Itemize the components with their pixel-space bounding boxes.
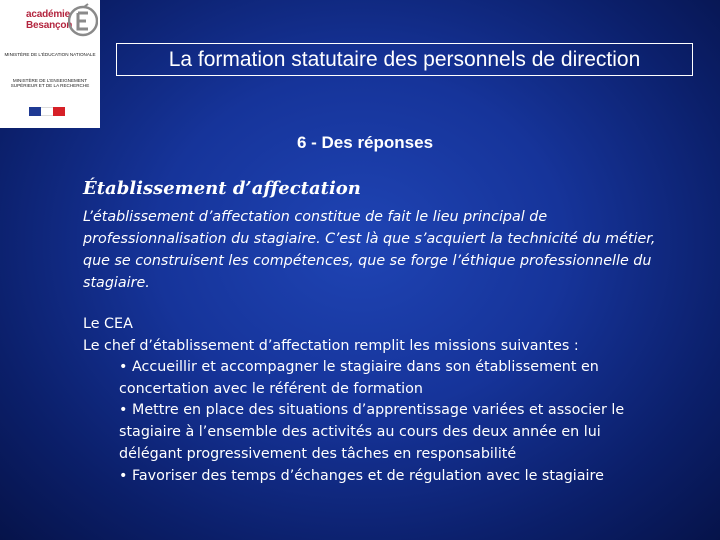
academie-logo — [0, 0, 100, 128]
slide-subtitle: 6 - Des réponses — [296, 133, 434, 152]
academie-name-line1: académie — [26, 9, 70, 20]
slide-title: La formation statutaire des personnels de direction — [116, 43, 693, 76]
cea-missions-list — [119, 357, 659, 487]
list-item: • Favoriser des temps d’échanges et de régulation avec le stagiaire — [119, 467, 604, 484]
section-paragraph-etablissement: L’établissement d’affectation constitue de fait le lieu principal de professionnalisation du stagiaire. C’est là que s’acquiert la technicité du métier, que se construisent les compétences, que se forge l’éthique professionnelle du stagiaire. — [83, 209, 656, 291]
ministry-education-label: MINISTÈRE DE L'ÉDUCATION NATIONALE — [4, 52, 96, 57]
academie-name-line2: Besançon — [26, 20, 73, 31]
ministry-higher-education-label: MINISTÈRE DE L'ENSEIGNEMENT SUPÉRIEUR ET DE LA RECHERCHE — [10, 78, 90, 89]
french-flag-icon — [29, 107, 65, 116]
academie-wordmark — [26, 9, 72, 31]
section-heading-etablissement: Établissement d’affectation — [83, 178, 361, 199]
logo-header — [4, 3, 96, 49]
academie-seal-icon — [68, 3, 98, 39]
list-item: • Accueillir et accompagner le stagiaire dans son établissement en concertation avec le référent de formation — [119, 359, 599, 397]
section-heading-cea: Le CEA — [83, 316, 133, 332]
section-intro-cea: Le chef d’établissement d’affectation remplit les missions suivantes : — [83, 338, 579, 354]
list-item: • Mettre en place des situations d’apprentissage variées et associer le stagiaire à l’ensemble des activités au cours des deux année en lui délégant progressivement des tâches en responsabilité — [119, 402, 625, 462]
